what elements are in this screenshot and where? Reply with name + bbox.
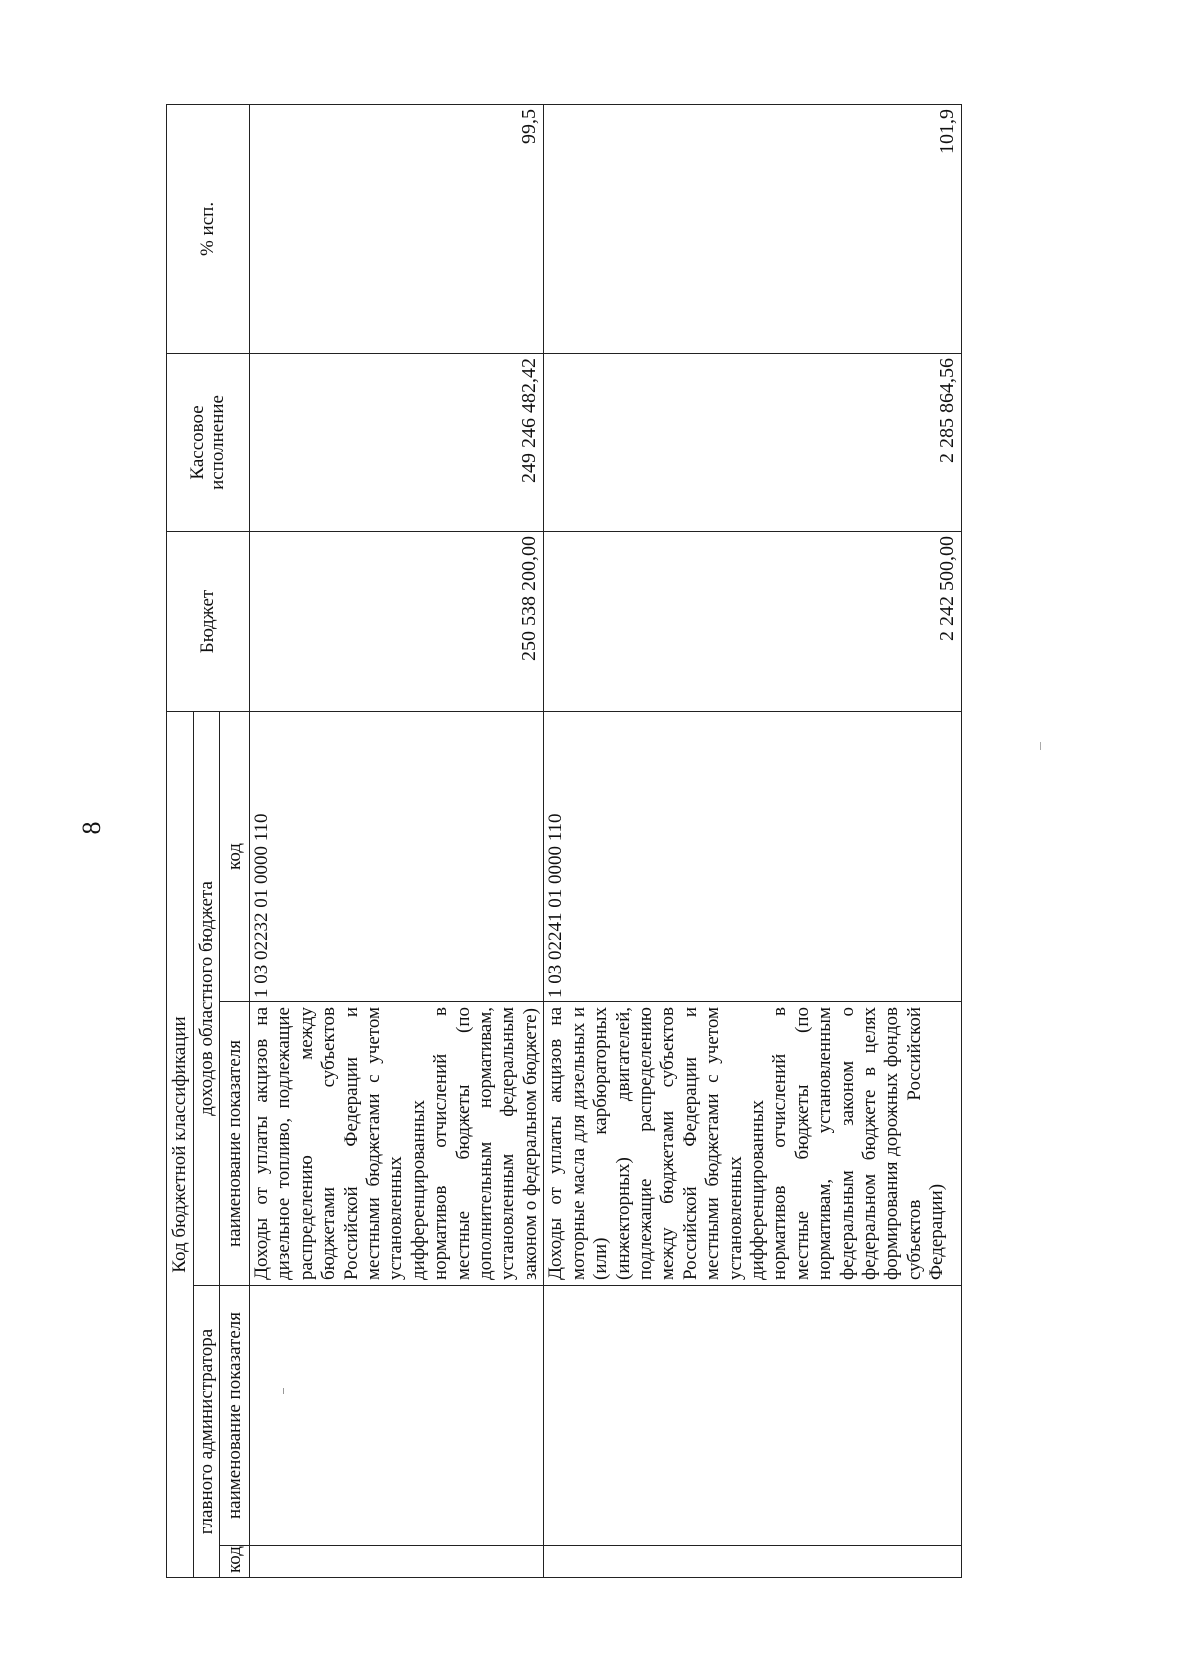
table-row bbox=[544, 104, 962, 1577]
row-budget: 250 538 200,00 bbox=[250, 531, 544, 711]
budget-table-rotated bbox=[166, 105, 962, 1578]
row-income-name: Доходы от уплаты акцизов на моторные масла для дизельных и (или) карбюраторных (инжекторных) двигателей, подлежащие распределению между бюджетами субъектов Российской Федерации и местными бюджетами с учетом установленных дифференцированных нормативов отчислений в местные бюджеты (по нормативам, установленным федеральным законом о федеральном бюджете в целях формирования дорожных фондов субъектов Российской Федерации) bbox=[544, 1002, 962, 1286]
header-admin-code: код bbox=[220, 1546, 250, 1578]
header-admin-name: наименование показателя bbox=[220, 1286, 250, 1546]
table-row bbox=[250, 104, 544, 1577]
row-income-code: 1 03 02232 01 0000 110 bbox=[250, 711, 544, 1001]
row-admin-name bbox=[544, 1286, 962, 1546]
row-income-code: 1 03 02241 01 0000 110 bbox=[544, 711, 962, 1001]
header-income-code: код bbox=[220, 711, 250, 1001]
header-income: доходов областного бюджета bbox=[194, 711, 220, 1285]
header-classification: Код бюджетной классификации bbox=[167, 711, 194, 1577]
row-admin-code bbox=[250, 1546, 544, 1578]
header-cash: Кассовое исполнение bbox=[167, 353, 250, 531]
page-number: 8 bbox=[77, 821, 106, 835]
header-budget: Бюджет bbox=[167, 531, 250, 711]
row-budget: 2 242 500,00 bbox=[544, 531, 962, 711]
row-cash: 249 246 482,42 bbox=[250, 353, 544, 531]
header-pct: % исп. bbox=[167, 104, 250, 353]
row-pct: 99,5 bbox=[250, 104, 544, 353]
row-income-name: Доходы от уплаты акцизов на дизельное топливо, подлежащие распределению между бюджетами субъектов Российской Федерации и местными бюджетами с учетом установленных дифференцированных нормативов отчислений в местные бюджеты (по дополнительным нормативам, установленным федеральным законом о федеральном бюджете) bbox=[250, 1002, 544, 1286]
row-pct: 101,9 bbox=[544, 104, 962, 353]
row-admin-code bbox=[544, 1546, 962, 1578]
row-cash: 2 285 864,56 bbox=[544, 353, 962, 531]
scan-mark bbox=[283, 1388, 284, 1394]
budget-table bbox=[166, 104, 962, 1578]
row-admin-name bbox=[250, 1286, 544, 1546]
scan-mark bbox=[1040, 742, 1041, 750]
header-income-name: наименование показателя bbox=[220, 1002, 250, 1286]
header-admin: главного администратора bbox=[194, 1286, 220, 1578]
